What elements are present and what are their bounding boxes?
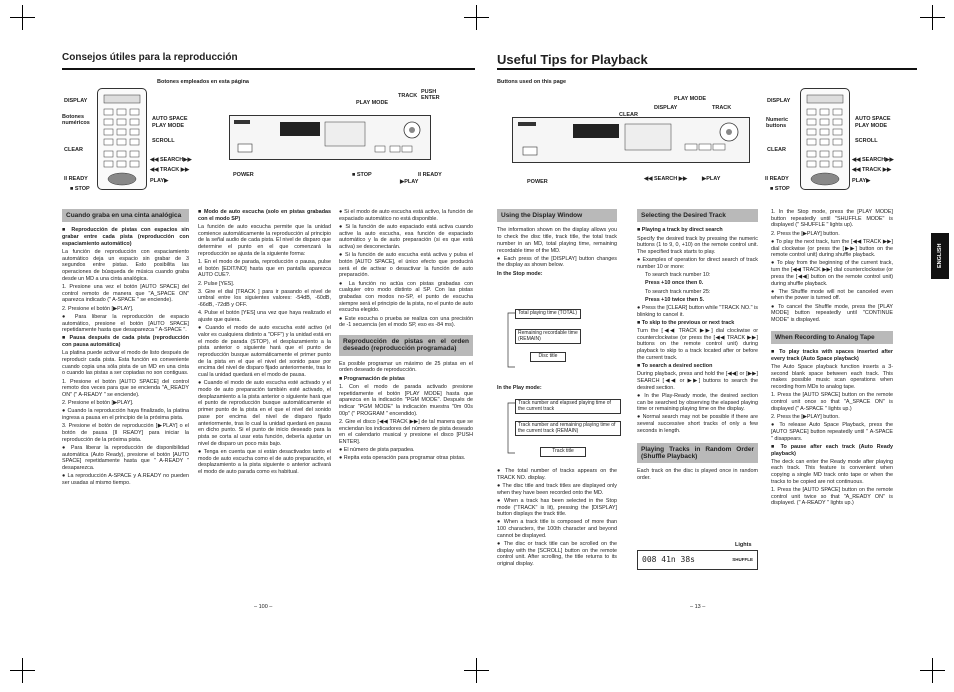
step: 3. Presione el botón de reproducción [▶PLAY] o el botón de pausa [II READY] para iniciar la reproducción de la próxima pista. bbox=[62, 423, 189, 443]
label-play-mode: PLAY MODE bbox=[152, 123, 185, 129]
paragraph: Turn the [◀◀ TRACK ▶▶] dial clockwise or counterclockwise (or press the [◀◀ TRACK ▶▶] buttons on the remote control unit) during playback to skip to a track located after or before the current track. bbox=[637, 328, 758, 361]
flow-box: Track title bbox=[540, 447, 586, 457]
label-track-deck: TRACK bbox=[712, 105, 732, 111]
flow-box: Track number and remaining playing time of the current track (REMAIN) bbox=[515, 421, 621, 436]
paragraph: La platina puede activar el modo de listo después de reproducir cada pista. Esta función es conveniente cuando copia una sóla pista de un MD en una cinta o cuando las pistas a ser copiadas no son contiguas. bbox=[62, 350, 189, 377]
label-stop: ■ STOP bbox=[770, 186, 790, 192]
heading-display-window: Using the Display Window bbox=[497, 209, 617, 222]
label-track: ◀◀ TRACK ▶▶ bbox=[150, 167, 190, 173]
bullet: ● To release Auto Space Playback, press the [AUTO SPACE] button repeatedly until " A-SPACE " disappears. bbox=[771, 422, 893, 442]
left-column-3 bbox=[339, 209, 473, 464]
label-iready-deck: II READY bbox=[418, 172, 442, 178]
step: 3. Gire el dial [TRACK ] para ir pasando el nivel de umbral entre los siguientes valores: -54dB, -60dB, -66dB, -72dB y OFF. bbox=[198, 288, 331, 309]
example: Press +10 once then 0. bbox=[645, 280, 704, 287]
example: Press +10 twice then 5. bbox=[645, 296, 705, 303]
bullet: ● Si la función de auto escucha está activa y pulsa el botón [AUTO SPACE], el único efecto que producirá será el de activar o desactivar la función de auto preparación. bbox=[339, 252, 473, 279]
paragraph: The Auto Space playback function inserts a 3-second blank space between each track. This makes possible music scan operations when recording from MDs to analog tape. bbox=[771, 364, 893, 391]
bullet: ● Cuando la reproducción haya finalizado, la platina ingresa a pausa en el principio de la próxima pista. bbox=[62, 408, 189, 422]
label-search: ◀◀ SEARCH▶▶ bbox=[852, 157, 894, 163]
right-column-1b bbox=[497, 385, 617, 393]
subheading: In the Play mode: bbox=[497, 385, 542, 391]
label-clear-deck: CLEAR bbox=[619, 112, 638, 118]
bullet: ● Si la función de auto espaciado está activa cuando active la auto escucha, esa función de espaciado automático y la de auto preparación (si es que está activa) se desconectarán. bbox=[339, 223, 473, 251]
bullet: ● To play the next track, turn the [◀◀ TRACK ▶▶] dial clockwise (or press the [▶▶] button on the remote control unit) during shuffle playback. bbox=[771, 238, 893, 259]
heading-program-es: Reproducción de pistas en el orden deseado (reproducción programada) bbox=[339, 335, 473, 356]
step: 1. Press the [AUTO SPACE] button on the remote control unit once so that "A_SPACE ON" is displayed (" A-SPACE " lights up.) bbox=[771, 392, 893, 412]
label-scroll: SCROLL bbox=[855, 138, 878, 144]
subheading: ■ To pause after each track (Auto Ready playback) bbox=[771, 443, 893, 457]
crop-mark bbox=[476, 658, 477, 683]
label-play-deck: ▶PLAY bbox=[702, 176, 721, 182]
subheading: ■ Reproducción de pistas con espacios sin grabar entre cada pista (reproducción con espaciamiento automático) bbox=[62, 227, 189, 247]
crop-mark bbox=[22, 658, 23, 683]
paragraph: Each track on the disc is played once in random order. bbox=[637, 468, 758, 482]
subheading: ■ Playing a track by direct search bbox=[637, 227, 723, 234]
header-rule bbox=[497, 68, 917, 70]
remote-control-illustration bbox=[97, 88, 147, 190]
subheading: ■ To skip to the previous or next track bbox=[637, 319, 735, 326]
deck-front-icon bbox=[513, 118, 749, 162]
right-column-1c bbox=[497, 468, 617, 569]
crop-mark bbox=[932, 5, 933, 30]
flow-box: Remaining recordable time (REMAIN) bbox=[515, 329, 581, 344]
left-column-2 bbox=[198, 209, 331, 477]
bullet: ● Repita esta operación para programar otras pistas. bbox=[339, 455, 466, 462]
label-clear: CLEAR bbox=[767, 147, 786, 153]
label-search-deck: ◀◀ SEARCH ▶▶ bbox=[644, 176, 688, 182]
remote-control-illustration bbox=[800, 88, 850, 190]
heading-desired-track: Selecting the Desired Track bbox=[637, 209, 758, 222]
paragraph: La función de reproducción con espaciamiento automático deja un espacio sin grabar de 3 segundos entre pistas. Esto posibilita las operaciones de búsqueda de música cuando graba desde un MD a una cinta analógica. bbox=[62, 249, 189, 282]
step: 2. Press the [▶PLAY] button. bbox=[771, 230, 840, 237]
bullet: ● Cuando el modo de auto escucha esté activo (el valor es cualquiera distinto a "OFF") y la unidad está en el modo de parada (STOP), el desplazamiento a la pista anterior o siguiente hará que el punto de reproducción busque automáticamente el primer punto de la pista en el que el nivel del sonido pase por encima del nivel de disparo fijado anteriormente, tras lo cual la unidad quedará en el modo de pausa. bbox=[198, 325, 331, 379]
bullet: ● Para liberar la reproducción de disponibilidad automática (Auto Ready), presione el botón [AUTO SPACE] repetidamente hasta que " A-READY " desaparezca. bbox=[62, 445, 189, 472]
bullet: ● In the Play-Ready mode, the desired section can be searched by observing the elapsed playing time or remaining playing time on the display. bbox=[637, 392, 758, 413]
right-column-2 bbox=[637, 209, 758, 483]
subheading: ■ Pausa después de cada pista (reproducción con pausa automática) bbox=[62, 335, 189, 349]
flow-arrow-icon bbox=[505, 395, 517, 460]
bullet: ● Press the [CLEAR] button while "TRACK NO." is blinking to cancel it. bbox=[637, 304, 758, 318]
label-numeric: Botones numéricos bbox=[62, 114, 90, 126]
label-play: PLAY▶ bbox=[852, 178, 871, 184]
subheading: ■ To play tracks with spaces inserted after every track (Auto Space playback) bbox=[771, 349, 893, 362]
step: 1. Presione una vez el botón [AUTO SPACE] del control remoto de manera que "A_SPACE ON" aparezca indicado (" A-SPACE " se enciende). bbox=[62, 284, 189, 304]
flow-box: Track number and elapsed playing time of the current track bbox=[515, 399, 621, 414]
page-number-left: – 100 – bbox=[254, 604, 273, 610]
left-column-1 bbox=[62, 209, 189, 488]
subheading: ■ Programación de pistas bbox=[339, 375, 405, 382]
heading-shuffle: Playing Tracks in Random Order (Shuffle Playback) bbox=[637, 443, 758, 464]
label-power: POWER bbox=[233, 172, 254, 178]
example: To search track number 10: bbox=[645, 272, 711, 279]
step: 1. Con el modo de parada activado presione repetidamente el botón [PLAY MODE] hasta que aparezca en la indicación "PGM MODE". Después de indicar "PGM MODE" la indicación muestra "0m 00s 00p" (" PROGRAM " encendido). bbox=[339, 383, 473, 417]
bullet: ● The disc title and track titles are displayed only when they have been recorded onto the MD. bbox=[497, 482, 617, 496]
paragraph: During playback, press and hold the [◀◀] or [▶▶] SEARCH [◀◀ or ▶▶] buttons to search the desired section. bbox=[637, 371, 758, 391]
label-lights: Lights bbox=[735, 542, 752, 548]
page-number-right: – 13 – bbox=[690, 604, 706, 610]
label-stop: ■ STOP bbox=[70, 186, 90, 192]
right-column-3 bbox=[771, 209, 893, 509]
step: 1. En el modo de parada, reproducción o pausa, pulse el botón [EDIT/NO] hasta que en pantalla aparezca AUTO CUE?. bbox=[198, 258, 331, 279]
paragraph: Specify the desired track by pressing the numeric buttons (1 to 9, 0, +10) on the remote control unit. The specified track starts to play. bbox=[637, 235, 758, 256]
bullet: ● To play from the beginning of the current track, turn the [◀◀ TRACK ▶▶] dial counterclockwise (or press the [◀◀] button on the remote control unit) during shuffle playback. bbox=[771, 260, 893, 287]
right-column-1 bbox=[497, 209, 617, 279]
crop-mark bbox=[476, 5, 477, 30]
label-display-deck: DISPLAY bbox=[654, 105, 678, 111]
bullet: ● Para liberar la reproducción de espacio automático, presione el botón [AUTO SPACE] repetidamente hasta que desaparezca " A-SPACE ". bbox=[62, 313, 189, 334]
header-rule bbox=[62, 68, 475, 70]
bullet: ● When a track has been selected in the Stop mode ("TRACK" is lit), pressing the [DISPLAY] button displays the track title. bbox=[497, 497, 617, 518]
label-power: POWER bbox=[527, 179, 548, 185]
buttons-caption-en: Buttons used on this page bbox=[497, 79, 567, 85]
heading-analog-en: When Recording to Analog Tape bbox=[771, 331, 893, 344]
heading-analog-es: Cuando graba en una cinta analógica bbox=[62, 209, 189, 222]
label-track-deck: TRACK bbox=[398, 93, 418, 99]
label-iready: II READY bbox=[765, 176, 789, 182]
remote-buttons-icon bbox=[98, 89, 146, 189]
section-title-es: Consejos útiles para la reproducción bbox=[62, 52, 238, 63]
bullet: ● La función no actúa con pistas grabadas con cualquier otro modo distinto al SP. Con las pistas grabadas con modos no-SP, el punto de escucha siempre será el principio de la pista, no el punto de auto escucha elegido. bbox=[339, 280, 473, 314]
label-stop-deck: ■ STOP bbox=[352, 172, 372, 178]
label-auto-space: AUTO SPACE bbox=[855, 116, 891, 122]
subheading: In the Stop mode: bbox=[497, 270, 543, 277]
crop-mark bbox=[932, 658, 933, 683]
remote-buttons-icon bbox=[801, 89, 849, 189]
label-play-mode-deck: PLAY MODE bbox=[674, 96, 707, 102]
bullet: ● Normal search may not be possible if there are several successive short tracks of only a few seconds in length. bbox=[637, 414, 758, 434]
step: 1. Press the [AUTO SPACE] button on the remote control unit twice so that "A_READY ON" is displayed. (" A-READY " lights up.) bbox=[771, 487, 893, 507]
flow-box: Total playing time (TOTAL) bbox=[515, 309, 581, 319]
buttons-caption-es: Botones empleados en esta página bbox=[157, 79, 249, 85]
label-track: ◀◀ TRACK ▶▶ bbox=[852, 167, 892, 173]
paragraph: Es posible programar un máximo de 25 pistas en el orden deseado de reproducción. bbox=[339, 360, 473, 374]
label-play-mode: PLAY MODE bbox=[855, 123, 888, 129]
step: 2. Presione el botón [▶PLAY]. bbox=[62, 400, 134, 407]
step: 2. Presione el botón [▶PLAY]. bbox=[62, 305, 134, 312]
example: To search track number 25: bbox=[645, 288, 711, 295]
lcd-text: 008 41n 38s bbox=[642, 555, 695, 564]
label-play-mode-deck: PLAY MODE bbox=[356, 100, 389, 106]
bullet: ● To cancel the Shuffle mode, press the [PLAY MODE] button repeatedly until "CONTINUE MODE" is displayed. bbox=[771, 303, 893, 324]
label-search: ◀◀ SEARCH▶▶ bbox=[150, 157, 192, 163]
step: 2. Pulse [YES]. bbox=[198, 280, 235, 287]
label-numeric: Numeric buttons bbox=[766, 117, 789, 129]
bullet: ● Each press of the [DISPLAY] button changes the display as shown below. bbox=[497, 255, 617, 269]
deck-front-icon bbox=[230, 116, 430, 159]
subheading: ■ Modo de auto escucha (solo en pistas grabadas con el modo SP) bbox=[198, 209, 331, 222]
step: 1. Presione el botón [AUTO SPACE] del control remoto dos veces para que se encienda "A_READY ON" (" A-READY " se enciende). bbox=[62, 378, 189, 399]
paragraph: The deck can enter the Ready mode after playing each track. This feature is convenient when copying a single MD track onto tape or when the tracks to be copied are not continuous. bbox=[771, 458, 893, 485]
label-play-deck: ▶PLAY bbox=[400, 179, 419, 185]
label-push-enter: PUSH ENTER bbox=[421, 89, 440, 101]
bullet: ● El número de pista parpadea. bbox=[339, 447, 415, 454]
bullet: ● Tenga en cuenta que si están desactivados tanto el modo de auto escucha como el de auto preparación, el desplazamiento a la pista siguiente o anterior activará el modo de auto parada como es habitual. bbox=[198, 448, 331, 476]
label-display: DISPLAY bbox=[767, 98, 791, 104]
bullet: ● Si el modo de auto escucha está activo, la función de espaciado automático no está disponible. bbox=[339, 209, 473, 222]
label-play: PLAY▶ bbox=[150, 178, 169, 184]
label-scroll: SCROLL bbox=[152, 138, 175, 144]
bullet: ● When a track title is composed of more than 100 characters, the 100th character and beyond cannot be displayed. bbox=[497, 519, 617, 539]
label-clear: CLEAR bbox=[64, 147, 83, 153]
shuffle-indicator: SHUFFLE bbox=[732, 557, 753, 562]
step: 2. Press the [▶PLAY] button. bbox=[771, 413, 840, 420]
flow-box: Disc title bbox=[530, 352, 566, 362]
section-title-en: Useful Tips for Playback bbox=[497, 52, 648, 67]
bullet: ● The disc or track title can be scrolled on the display with the [SCROLL] button on the remote control unit. After scrolling, the title returns to its original display. bbox=[497, 541, 617, 568]
label-display: DISPLAY bbox=[64, 98, 88, 104]
bullet: ● The Shuffle mode will not be canceled even when the power is turned off. bbox=[771, 288, 893, 302]
step: 2. Gire el disco [◀◀ TRACK ▶▶] de tal manera que se enciendan los indicadores del número de pista deseado en el calendario musical y presione el disco [PUSH ENTER]. bbox=[339, 418, 473, 445]
crop-mark bbox=[22, 5, 23, 30]
label-iready: II READY bbox=[64, 176, 88, 182]
flow-arrow-icon bbox=[505, 305, 517, 375]
label-auto-space: AUTO SPACE bbox=[152, 116, 188, 122]
subheading: ■ To search a desired section bbox=[637, 363, 713, 370]
lcd-display bbox=[637, 550, 758, 570]
md-deck-illustration bbox=[229, 115, 431, 160]
bullet: ● Examples of operation for direct search of track number 10 or more: bbox=[637, 257, 758, 270]
md-deck-illustration bbox=[512, 117, 750, 163]
paragraph: The information shown on the display allows you to check the disc title, track title, the total track number in an MD, total playing time, remaining recordable time of the MD. bbox=[497, 227, 617, 254]
bullet: ● The total number of tracks appears on the TRACK NO. display. bbox=[497, 468, 617, 481]
side-tab-english: ENGLISH bbox=[931, 233, 949, 279]
step: 4. Pulse el botón [YES] una vez que haya realizado el ajuste que quiera. bbox=[198, 310, 331, 324]
step: 1. In the Stop mode, press the [PLAY MODE] button repeatedly until "SHUFFLE MODE" is displayed (" SHUFFLE " lights up). bbox=[771, 209, 893, 229]
bullet: ● Este escucha o prueba se realiza con una precisión de -1 secuencia (en el modo SP, eso es -84 ms). bbox=[339, 315, 473, 329]
bullet: ● La reproducción A-SPACE y A.READY no pueden ser usadas al mismo tiempo. bbox=[62, 473, 189, 487]
bullet: ● Cuando el modo de auto escucha esté activado y el modo de auto preparación también esté activado, el desplazamiento a la pista anterior o siguiente hará que el punto de reproducción busque automáticamente el primer punto de la pista en el que el nivel del sonido pase por encima del nivel de disparo fijado anteriormente, tras lo cual la unidad quedará en pausa en dicho punto. Si el punto de inicio deseado para la pista se corta al usar esta función, debería ajustar un nivel de disparo un poco más bajo. bbox=[198, 380, 331, 447]
paragraph: La función de auto escucha permite que la unidad comience automáticamente la reproducción al principio de la señal audio de cada pista. El nivel de disparo que determine el punto en el que comenzará la reproducción se ajusta de la siguiente forma: bbox=[198, 223, 331, 257]
